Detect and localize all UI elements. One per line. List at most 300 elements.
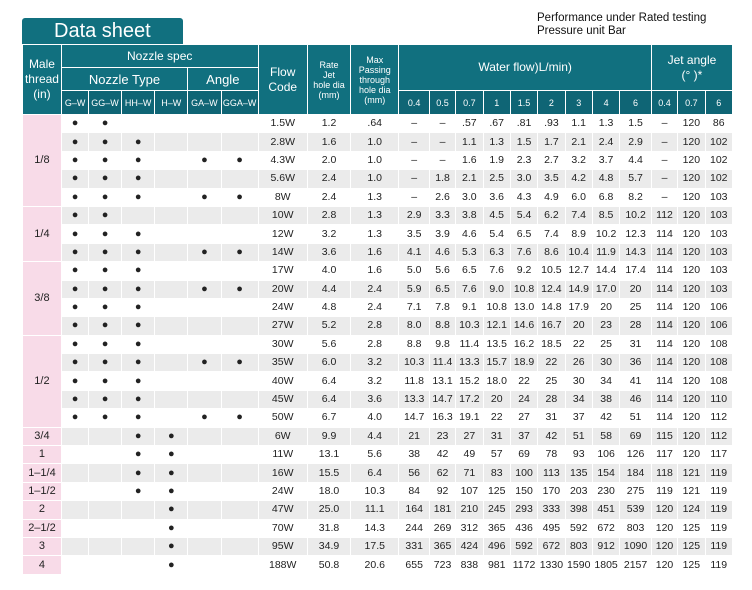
jet-angle-cell: 114 — [651, 262, 677, 280]
water-flow-cell: 42 — [592, 409, 619, 427]
availability-dot: ● — [121, 464, 155, 482]
water-flow-cell: 20 — [483, 390, 510, 408]
availability-dot: ● — [188, 409, 222, 427]
empty-cell — [155, 280, 188, 298]
water-flow-cell: 4.8 — [592, 170, 619, 188]
flow-code-cell: 12W — [258, 225, 307, 243]
water-flow-cell: 6.0 — [565, 188, 592, 206]
jet-angle-cell: 112 — [705, 409, 733, 427]
water-flow-cell: 365 — [429, 537, 455, 555]
water-flow-cell: 23 — [592, 317, 619, 335]
availability-dot: ● — [89, 372, 122, 390]
jet-angle-cell: 120 — [678, 133, 705, 151]
availability-dot: ● — [61, 262, 88, 280]
water-flow-cell: 10.3 — [399, 354, 429, 372]
table-row — [23, 446, 733, 464]
jet-angle-cell: 119 — [705, 556, 733, 574]
rate-jet-cell: 31.8 — [307, 519, 350, 537]
jet-angle-cell: 120 — [678, 206, 705, 224]
jet-angle-cell: – — [651, 188, 677, 206]
water-flow-cell: – — [429, 133, 455, 151]
water-flow-cell: 1.8 — [429, 170, 455, 188]
rate-jet-line-2: Jet — [322, 69, 335, 80]
empty-cell — [221, 372, 258, 390]
availability-dot: ● — [89, 317, 122, 335]
empty-cell — [155, 151, 188, 169]
water-flow-cell: 496 — [483, 537, 510, 555]
availability-dot: ● — [221, 188, 258, 206]
max-passing-cell: 4.4 — [351, 427, 399, 445]
empty-cell — [221, 262, 258, 280]
water-flow-cell: 24 — [510, 390, 537, 408]
water-flow-cell: 22 — [565, 335, 592, 353]
max-passing-cell: 4.0 — [351, 409, 399, 427]
water-flow-cell: 1.6 — [456, 151, 483, 169]
water-flow-cell: 1805 — [592, 556, 619, 574]
water-flow-cell: .57 — [456, 115, 483, 133]
jet-angle-cell: 120 — [678, 335, 705, 353]
water-flow-cell: 8.6 — [538, 243, 565, 261]
availability-dot: ● — [121, 280, 155, 298]
max-passing-line-1: Max — [366, 54, 384, 65]
availability-dot: ● — [89, 354, 122, 372]
water-flow-cell: 37 — [565, 409, 592, 427]
thread-size-cell: 3/8 — [23, 262, 62, 336]
water-flow-cell: 5.3 — [456, 243, 483, 261]
flow-code-cell: 10W — [258, 206, 307, 224]
water-flow-cell: 49 — [456, 446, 483, 464]
water-flow-cell: 5.4 — [483, 225, 510, 243]
empty-cell — [188, 298, 222, 316]
water-flow-cell: 10.8 — [483, 298, 510, 316]
water-flow-cell: 13.1 — [429, 372, 455, 390]
thread-size-cell: 2–1/2 — [23, 519, 62, 537]
empty-cell — [221, 335, 258, 353]
availability-dot: ● — [155, 519, 188, 537]
water-flow-cell: 6.5 — [456, 262, 483, 280]
water-flow-cell: 592 — [565, 519, 592, 537]
water-flow-cell: 17.9 — [565, 298, 592, 316]
water-flow-cell: 12.3 — [620, 225, 652, 243]
water-flow-cell: 5.0 — [399, 262, 429, 280]
table-row — [23, 482, 733, 500]
water-flow-cell: 244 — [399, 519, 429, 537]
water-flow-cell: 1590 — [565, 556, 592, 574]
max-passing-cell: 3.2 — [351, 354, 399, 372]
water-flow-cell: 8.0 — [399, 317, 429, 335]
water-flow-cell: 1.7 — [538, 133, 565, 151]
table-row — [23, 335, 733, 353]
water-flow-cell: 11.8 — [399, 372, 429, 390]
jet-angle-cell: 103 — [705, 188, 733, 206]
water-flow-cell: 31 — [483, 427, 510, 445]
jet-angle-cell: 86 — [705, 115, 733, 133]
water-flow-header: Water flow)L/min) — [399, 45, 651, 91]
rate-jet-cell: 1.6 — [307, 133, 350, 151]
rate-jet-cell: 13.1 — [307, 446, 350, 464]
availability-dot: ● — [155, 537, 188, 555]
availability-dot: ● — [155, 427, 188, 445]
rate-jet-cell: 6.4 — [307, 390, 350, 408]
water-flow-cell: 71 — [456, 464, 483, 482]
water-flow-cell: 1.3 — [592, 115, 619, 133]
availability-dot: ● — [188, 243, 222, 261]
table-row — [23, 354, 733, 372]
water-flow-cell: 451 — [592, 501, 619, 519]
water-flow-cell: 113 — [538, 464, 565, 482]
jet-angle-cell: 115 — [651, 427, 677, 445]
availability-dot: ● — [221, 354, 258, 372]
table-row — [23, 372, 733, 390]
max-passing-cell: 2.8 — [351, 335, 399, 353]
water-flow-cell: 4.5 — [483, 206, 510, 224]
male-thread-line-3: (in) — [33, 87, 51, 101]
jet-angle-cell: 120 — [651, 556, 677, 574]
empty-cell — [188, 482, 222, 500]
rate-jet-cell: 2.0 — [307, 151, 350, 169]
jet-angle-cell: 120 — [678, 170, 705, 188]
rate-jet-line-3: hole dia — [313, 79, 345, 90]
water-flow-cell: 18.0 — [483, 372, 510, 390]
empty-cell — [188, 115, 222, 133]
water-flow-cell: 2.6 — [429, 188, 455, 206]
water-flow-cell: 22 — [538, 354, 565, 372]
water-flow-cell: 6.5 — [510, 225, 537, 243]
water-flow-cell: – — [399, 151, 429, 169]
flow-code-cell: 50W — [258, 409, 307, 427]
water-flow-cell: – — [399, 115, 429, 133]
jet-angle-cell: 119 — [651, 482, 677, 500]
water-flow-cell: 333 — [538, 501, 565, 519]
water-flow-cell: 126 — [620, 446, 652, 464]
empty-cell — [121, 537, 155, 555]
availability-dot: ● — [89, 188, 122, 206]
water-flow-cell: 10.4 — [565, 243, 592, 261]
water-flow-cell: 672 — [538, 537, 565, 555]
water-flow-cell: 14.8 — [538, 298, 565, 316]
water-flow-cell: 9.8 — [429, 335, 455, 353]
water-flow-cell: 1.9 — [483, 151, 510, 169]
type-code-header: HH–W — [121, 91, 155, 115]
water-flow-cell: 106 — [592, 446, 619, 464]
table-row — [23, 188, 733, 206]
empty-cell — [89, 464, 122, 482]
jet-angle-cell: 120 — [678, 390, 705, 408]
water-flow-cell: 436 — [510, 519, 537, 537]
nozzle-type-header: Nozzle Type — [61, 68, 187, 91]
empty-cell — [89, 482, 122, 500]
water-flow-cell: 20 — [565, 317, 592, 335]
water-flow-cell: .81 — [510, 115, 537, 133]
water-flow-cell: 10.8 — [510, 280, 537, 298]
water-flow-cell: 51 — [620, 409, 652, 427]
availability-dot: ● — [121, 243, 155, 261]
pressure-header: 0.4 — [399, 91, 429, 115]
availability-dot: ● — [121, 262, 155, 280]
availability-dot: ● — [188, 280, 222, 298]
flow-code-cell: 30W — [258, 335, 307, 353]
availability-dot: ● — [61, 188, 88, 206]
empty-cell — [155, 298, 188, 316]
pressure-header: 1 — [483, 91, 510, 115]
availability-dot: ● — [61, 115, 88, 133]
water-flow-cell: 31 — [538, 409, 565, 427]
water-flow-cell: 69 — [620, 427, 652, 445]
jet-angle-cell: 120 — [678, 446, 705, 464]
thread-size-cell: 3/4 — [23, 427, 62, 445]
angle-pressure-header: 0.7 — [678, 91, 705, 115]
jet-angle-cell: 110 — [705, 390, 733, 408]
rate-jet-cell: 34.9 — [307, 537, 350, 555]
max-passing-line-5: (mm) — [364, 94, 386, 105]
water-flow-cell: 3.6 — [483, 188, 510, 206]
water-flow-cell: 25 — [620, 298, 652, 316]
availability-dot: ● — [121, 482, 155, 500]
max-passing-cell: 1.0 — [351, 133, 399, 151]
water-flow-cell: 2.9 — [399, 206, 429, 224]
empty-cell — [188, 372, 222, 390]
male-thread-line-2: thread — [24, 72, 59, 86]
empty-cell — [221, 390, 258, 408]
water-flow-cell: 8.8 — [429, 317, 455, 335]
rate-jet-line-4: (mm) — [318, 89, 340, 100]
water-flow-cell: 10.3 — [456, 317, 483, 335]
availability-dot: ● — [89, 170, 122, 188]
water-flow-cell: 93 — [565, 446, 592, 464]
water-flow-cell: 26 — [565, 354, 592, 372]
jet-angle-cell: 121 — [678, 464, 705, 482]
flow-code-cell: 35W — [258, 354, 307, 372]
jet-angle-cell: 112 — [705, 427, 733, 445]
empty-cell — [188, 335, 222, 353]
jet-angle-cell: 120 — [678, 243, 705, 261]
empty-cell — [188, 464, 222, 482]
availability-dot: ● — [121, 133, 155, 151]
jet-angle-cell: 102 — [705, 151, 733, 169]
availability-dot: ● — [61, 225, 88, 243]
availability-dot: ● — [89, 335, 122, 353]
water-flow-cell: 10.2 — [620, 206, 652, 224]
water-flow-cell: 20 — [592, 298, 619, 316]
water-flow-cell: 27 — [456, 427, 483, 445]
availability-dot: ● — [121, 298, 155, 316]
jet-angle-cell: 119 — [705, 501, 733, 519]
water-flow-cell: 38 — [592, 390, 619, 408]
flow-code-cell: 1.5W — [258, 115, 307, 133]
water-flow-cell: 5.4 — [510, 206, 537, 224]
water-flow-cell: 14.6 — [510, 317, 537, 335]
table-row — [23, 243, 733, 261]
water-flow-cell: 25 — [538, 372, 565, 390]
water-flow-cell: 539 — [620, 501, 652, 519]
availability-dot: ● — [89, 151, 122, 169]
rate-jet-cell: 5.6 — [307, 335, 350, 353]
water-flow-cell: .93 — [538, 115, 565, 133]
thread-size-cell: 2 — [23, 501, 62, 519]
water-flow-cell: 20 — [620, 280, 652, 298]
water-flow-cell: 17.2 — [456, 390, 483, 408]
jet-angle-cell: 114 — [651, 390, 677, 408]
rate-jet-cell: 3.6 — [307, 243, 350, 261]
water-flow-cell: 125 — [483, 482, 510, 500]
water-flow-cell: 6.5 — [429, 280, 455, 298]
empty-cell — [188, 446, 222, 464]
water-flow-cell: 592 — [510, 537, 537, 555]
jet-angle-cell: 120 — [651, 537, 677, 555]
empty-cell — [61, 427, 88, 445]
performance-note: Performance under Rated testing Pressure unit Bar — [537, 12, 707, 37]
jet-angle-cell: 103 — [705, 280, 733, 298]
availability-dot: ● — [89, 390, 122, 408]
empty-cell — [155, 354, 188, 372]
empty-cell — [155, 390, 188, 408]
flow-code-cell: 16W — [258, 464, 307, 482]
rate-jet-cell: 15.5 — [307, 464, 350, 482]
water-flow-cell: 2.5 — [483, 170, 510, 188]
empty-cell — [121, 556, 155, 574]
jet-angle-cell: 112 — [651, 206, 677, 224]
water-flow-cell: 23 — [429, 427, 455, 445]
water-flow-cell: 1330 — [538, 556, 565, 574]
jet-angle-cell: 120 — [678, 115, 705, 133]
empty-cell — [89, 537, 122, 555]
water-flow-cell: 107 — [456, 482, 483, 500]
jet-angle-cell: 119 — [705, 519, 733, 537]
jet-angle-cell: 124 — [678, 501, 705, 519]
empty-cell — [61, 464, 88, 482]
rate-jet-cell: 9.9 — [307, 427, 350, 445]
water-flow-cell: 4.4 — [620, 151, 652, 169]
water-flow-cell: 9.2 — [510, 262, 537, 280]
flow-code-cell: 47W — [258, 501, 307, 519]
availability-dot: ● — [121, 317, 155, 335]
flow-code-cell: 24W — [258, 482, 307, 500]
water-flow-cell: 14.7 — [399, 409, 429, 427]
availability-dot: ● — [221, 409, 258, 427]
table-row — [23, 501, 733, 519]
water-flow-cell: 1.5 — [510, 133, 537, 151]
water-flow-cell: 6.3 — [483, 243, 510, 261]
empty-cell — [155, 133, 188, 151]
flow-code-cell: 188W — [258, 556, 307, 574]
jet-angle-cell: 125 — [678, 519, 705, 537]
water-flow-cell: 3.7 — [592, 151, 619, 169]
thread-size-cell: 1/4 — [23, 206, 62, 261]
empty-cell — [221, 115, 258, 133]
jet-angle-cell: 120 — [678, 188, 705, 206]
water-flow-cell: 7.4 — [565, 206, 592, 224]
flow-code-cell: 17W — [258, 262, 307, 280]
jet-angle-cell: 120 — [651, 519, 677, 537]
flow-code-cell: 95W — [258, 537, 307, 555]
water-flow-cell: .67 — [483, 115, 510, 133]
availability-dot: ● — [89, 280, 122, 298]
availability-dot: ● — [61, 206, 88, 224]
water-flow-cell: 3.0 — [456, 188, 483, 206]
empty-cell — [121, 501, 155, 519]
water-flow-cell: 7.6 — [456, 280, 483, 298]
jet-angle-cell: 120 — [678, 372, 705, 390]
rate-jet-header — [307, 45, 350, 115]
water-flow-cell: 7.6 — [510, 243, 537, 261]
availability-dot: ● — [121, 335, 155, 353]
water-flow-cell: 38 — [399, 446, 429, 464]
water-flow-cell: 36 — [620, 354, 652, 372]
empty-cell — [188, 427, 222, 445]
angle-pressure-header: 6 — [705, 91, 733, 115]
water-flow-cell: 269 — [429, 519, 455, 537]
jet-angle-cell: 114 — [651, 335, 677, 353]
max-passing-cell: 14.3 — [351, 519, 399, 537]
water-flow-cell: 30 — [592, 354, 619, 372]
empty-cell — [89, 427, 122, 445]
flow-code-cell: 45W — [258, 390, 307, 408]
flow-code-line-2: Code — [268, 79, 298, 94]
type-code-header: H–W — [155, 91, 188, 115]
max-passing-line-4: hole dia — [358, 84, 391, 95]
rate-jet-cell: 4.8 — [307, 298, 350, 316]
empty-cell — [221, 464, 258, 482]
water-flow-cell: 150 — [510, 482, 537, 500]
empty-cell — [188, 501, 222, 519]
jet-angle-cell: 120 — [678, 317, 705, 335]
empty-cell — [221, 427, 258, 445]
table-row — [23, 115, 733, 133]
jet-angle-cell: 114 — [651, 225, 677, 243]
max-passing-header — [351, 45, 399, 115]
jet-angle-cell: 103 — [705, 225, 733, 243]
max-passing-cell: 3.2 — [351, 372, 399, 390]
water-flow-cell: 28 — [620, 317, 652, 335]
table-row — [23, 317, 733, 335]
availability-dot: ● — [188, 354, 222, 372]
availability-dot: ● — [121, 354, 155, 372]
water-flow-cell: 1.5 — [620, 115, 652, 133]
pressure-header: 4 — [592, 91, 619, 115]
jet-angle-cell: 121 — [678, 482, 705, 500]
availability-dot: ● — [221, 243, 258, 261]
availability-dot: ● — [155, 464, 188, 482]
table-body — [23, 115, 733, 575]
max-passing-cell: 17.5 — [351, 537, 399, 555]
water-flow-cell: 3.3 — [429, 206, 455, 224]
empty-cell — [61, 556, 88, 574]
availability-dot: ● — [155, 482, 188, 500]
water-flow-cell: 9.1 — [456, 298, 483, 316]
water-flow-cell: 18.9 — [510, 354, 537, 372]
water-flow-cell: 135 — [565, 464, 592, 482]
water-flow-cell: 34 — [565, 390, 592, 408]
empty-cell — [155, 243, 188, 261]
empty-cell — [89, 519, 122, 537]
jet-angle-cell: 125 — [678, 537, 705, 555]
table-row — [23, 280, 733, 298]
water-flow-cell: 7.4 — [538, 225, 565, 243]
table-row — [23, 298, 733, 316]
flow-code-cell: 4.3W — [258, 151, 307, 169]
jet-angle-cell: 120 — [678, 225, 705, 243]
water-flow-cell: 31 — [620, 335, 652, 353]
water-flow-cell: 2.1 — [565, 133, 592, 151]
empty-cell — [221, 537, 258, 555]
availability-dot: ● — [89, 409, 122, 427]
max-passing-cell: 10.3 — [351, 482, 399, 500]
water-flow-cell: 8.5 — [592, 206, 619, 224]
water-flow-cell: 312 — [456, 519, 483, 537]
empty-cell — [221, 317, 258, 335]
flow-code-cell: 2.8W — [258, 133, 307, 151]
flow-code-cell: 5.6W — [258, 170, 307, 188]
